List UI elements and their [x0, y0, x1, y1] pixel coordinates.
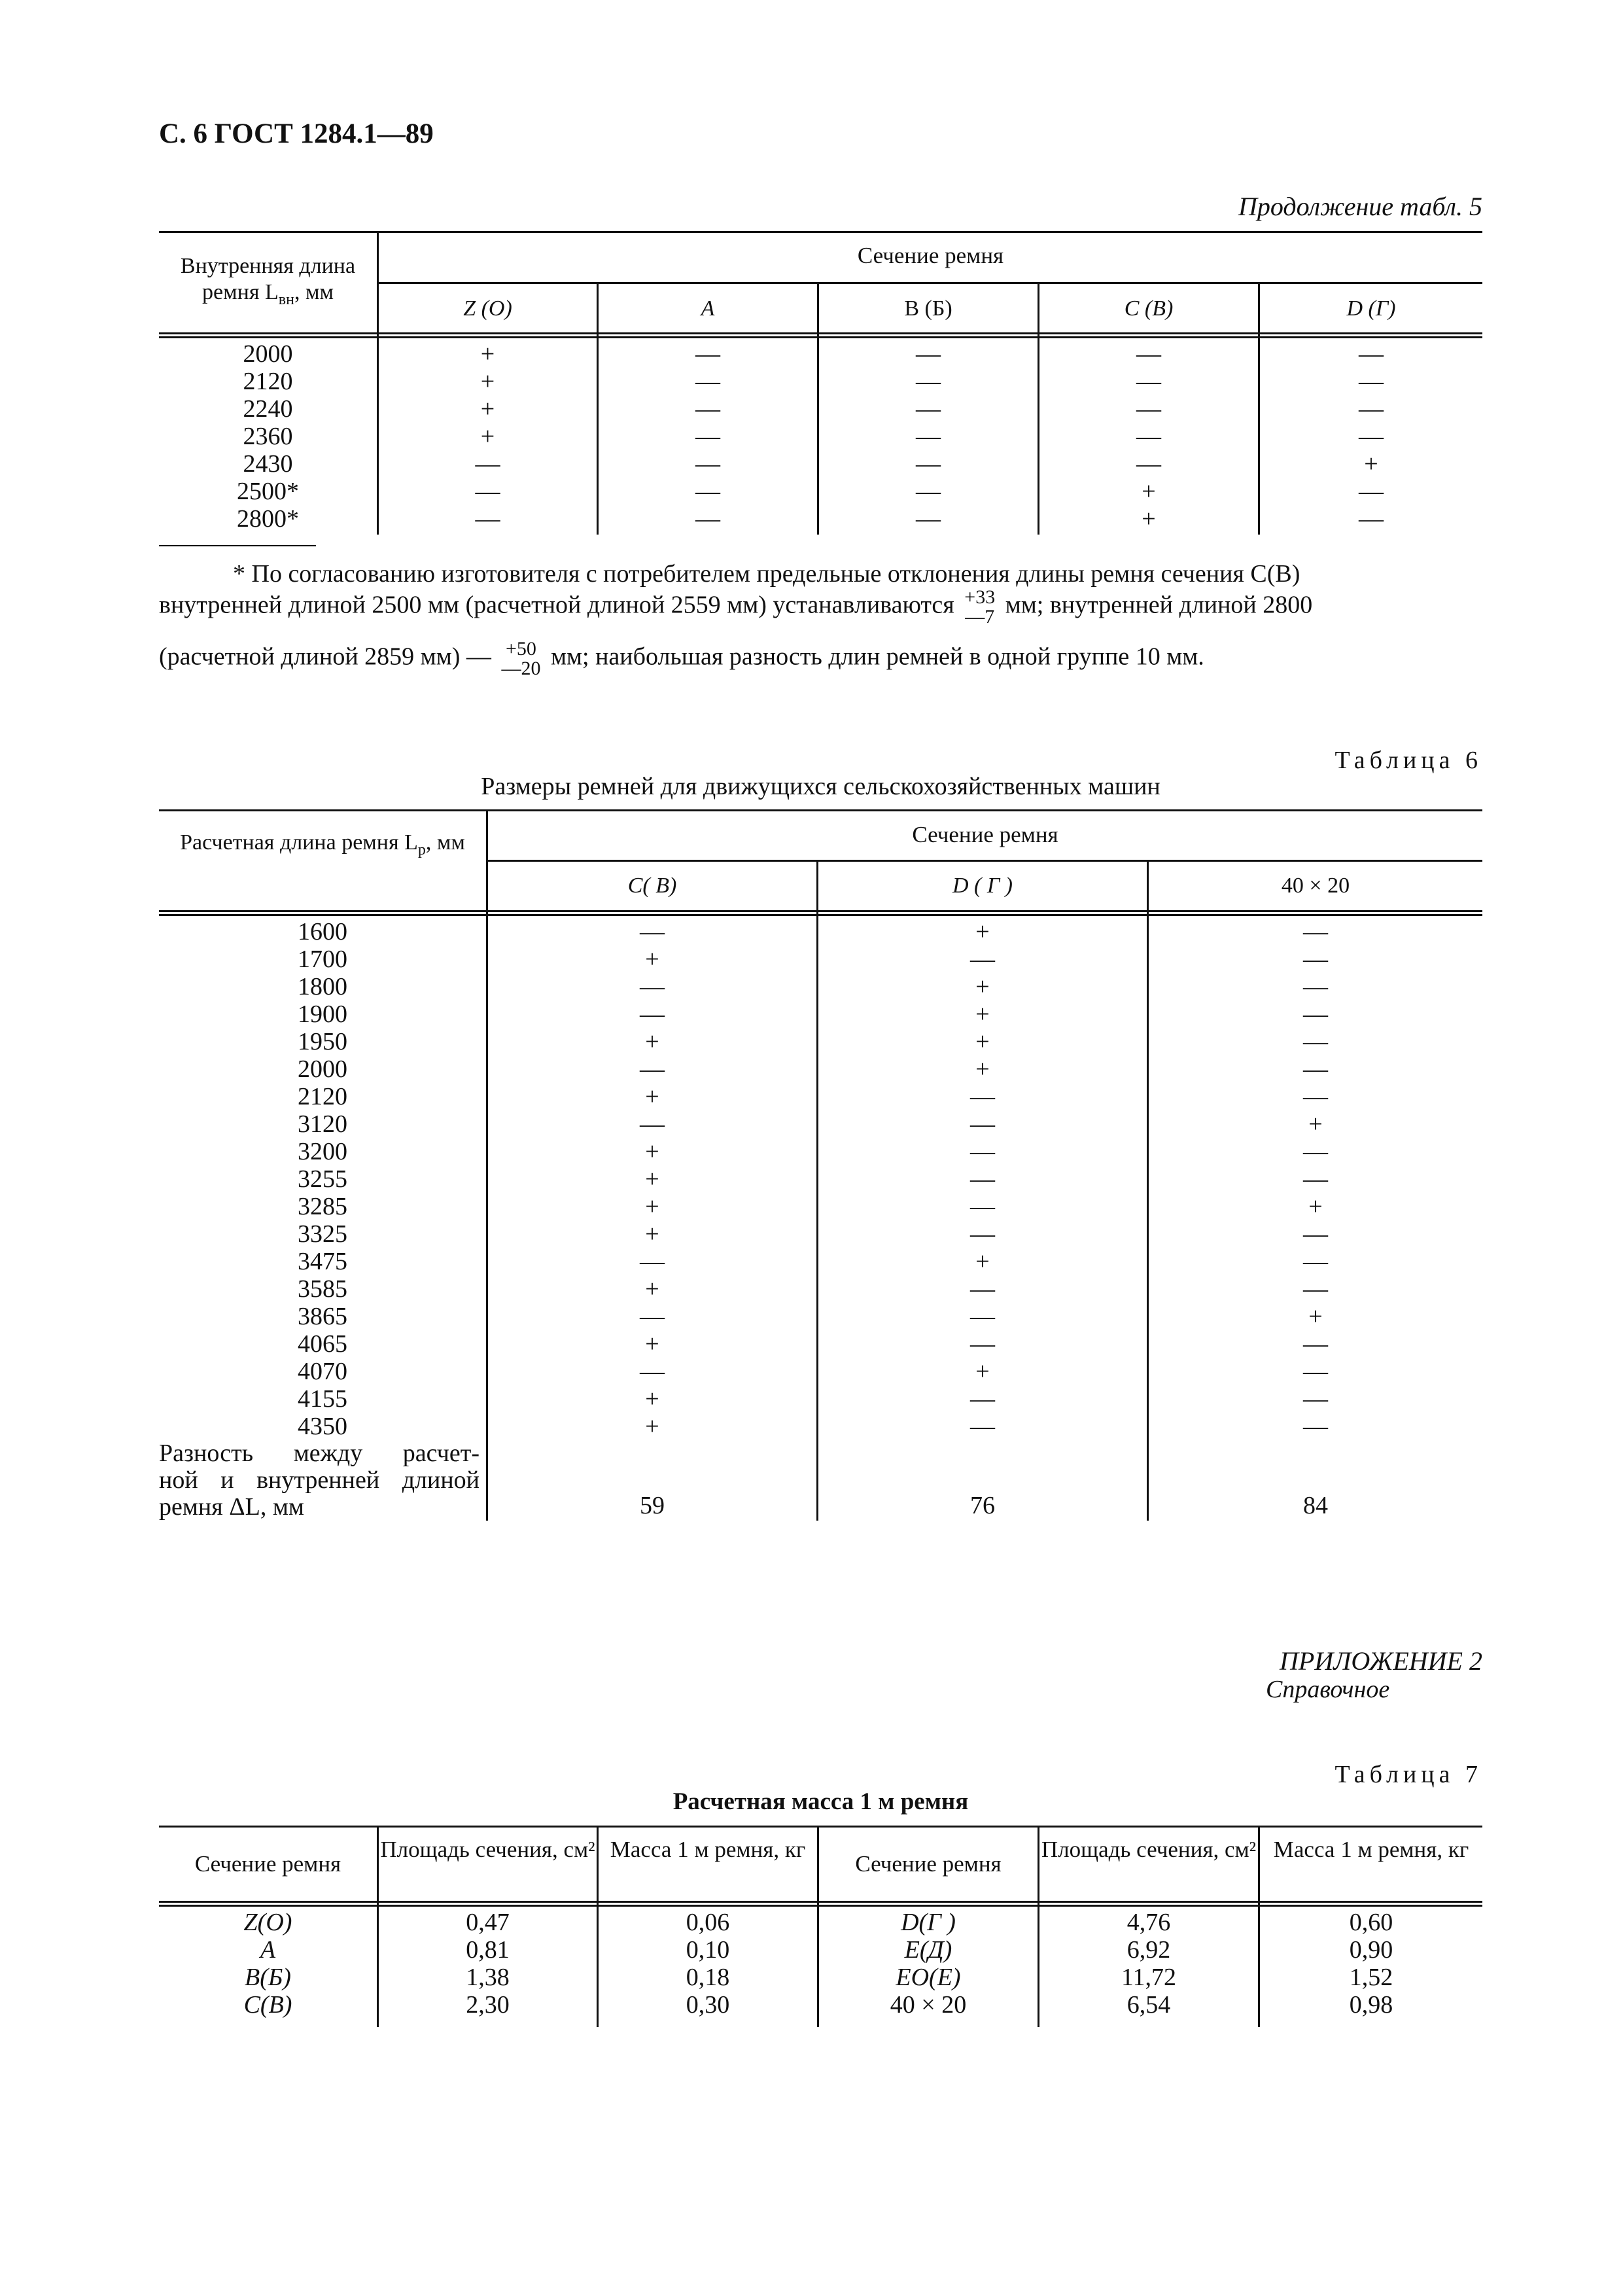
table-cell: 4070 — [298, 1358, 347, 1385]
table-cell: — — [1359, 478, 1384, 505]
table-cell: — — [640, 1055, 665, 1083]
table-cell: + — [480, 368, 495, 395]
table-cell: — — [1136, 423, 1161, 450]
table-cell: 3285 — [298, 1193, 347, 1220]
table-cell: + — [645, 1385, 659, 1413]
table-cell: — — [695, 423, 720, 450]
table-cell: + — [1308, 1193, 1323, 1220]
table-cell: + — [480, 340, 495, 368]
table7-title: Расчетная масса 1 м ремня — [672, 1788, 969, 1815]
table-cell: — — [916, 423, 941, 450]
table6-lengths-column — [159, 918, 486, 1440]
table7-header-area-left: Площадь сечения, см² — [380, 1837, 595, 1862]
table6-col-header-c: C( B) — [627, 874, 677, 898]
table-cell: — — [970, 1193, 995, 1220]
table-cell: 2120 — [243, 368, 293, 395]
table-cell: Z(O) — [243, 1909, 292, 1936]
table6-col-header-d: D ( Г ) — [952, 874, 1013, 898]
table7-col-mass-right — [1260, 1909, 1482, 2019]
table-cell: 1,38 — [466, 1964, 510, 1991]
table-cell: + — [645, 1275, 659, 1303]
table-cell: + — [645, 1138, 659, 1165]
table-cell: — — [1303, 1000, 1328, 1028]
table6-diff-d: 76 — [970, 1492, 995, 1519]
table5-column-a — [599, 340, 817, 533]
table-cell: 0,60 — [1349, 1909, 1393, 1936]
table-cell: — — [475, 450, 500, 478]
table-cell: — — [695, 478, 720, 505]
table-cell: — — [916, 450, 941, 478]
table-cell: + — [975, 1358, 990, 1385]
table-cell: 3120 — [298, 1110, 347, 1138]
page-header: С. 6 ГОСТ 1284.1—89 — [159, 118, 434, 149]
table-cell: 0,90 — [1349, 1936, 1393, 1964]
table5-column-z — [379, 340, 597, 533]
table-cell: — — [1136, 340, 1161, 368]
table-cell: 4065 — [298, 1330, 347, 1358]
table-cell: — — [1303, 1165, 1328, 1193]
table-cell: — — [1303, 918, 1328, 945]
table-cell: 3585 — [298, 1275, 347, 1303]
table6-group-header: Сечение ремня — [912, 822, 1058, 847]
table6-title: Размеры ремней для движущихся сельскохозяйственных машин — [481, 773, 1161, 800]
table-cell: — — [640, 1110, 665, 1138]
table-cell: B(Б) — [245, 1964, 291, 1991]
table-cell: 1900 — [298, 1000, 347, 1028]
table-cell: + — [480, 423, 495, 450]
footnote-rule — [159, 545, 316, 546]
table-cell: + — [645, 1193, 659, 1220]
table-cell: 0,47 — [466, 1909, 510, 1936]
table-cell: + — [1142, 478, 1156, 505]
table-cell: — — [1359, 368, 1384, 395]
table-cell: — — [970, 1385, 995, 1413]
table6-row-header: Расчетная длина ремня $L_р$, мм — [180, 830, 465, 858]
table7-header-section-left: Сечение ремня — [194, 1851, 341, 1877]
table-cell: 40 × 20 — [890, 1991, 967, 2019]
table-cell: — — [1359, 505, 1384, 533]
table5-col-header-z: Z (O) — [463, 296, 512, 321]
table-cell: + — [975, 973, 990, 1000]
appendix-title: ПРИЛОЖЕНИЕ 2 — [1280, 1646, 1482, 1676]
table-cell: 3475 — [298, 1248, 347, 1275]
table-cell: — — [970, 1110, 995, 1138]
table-cell: — — [1303, 1358, 1328, 1385]
table7-col-section-left — [159, 1909, 377, 2019]
table5-col-header-b: B (Б) — [904, 296, 952, 321]
table-cell: 3200 — [298, 1138, 347, 1165]
table-cell: 1800 — [298, 973, 347, 1000]
table-cell: — — [916, 340, 941, 368]
table-cell: — — [1303, 973, 1328, 1000]
table-cell: 0,30 — [686, 1991, 730, 2019]
table-cell: — — [1303, 1138, 1328, 1165]
table-cell: + — [645, 1220, 659, 1248]
table-cell: 4155 — [298, 1385, 347, 1413]
table-cell: — — [1303, 1220, 1328, 1248]
table-cell: 6,92 — [1126, 1936, 1171, 1964]
footnote-line-2: внутренней длиной 2500 мм (расчетной длиной 2559 мм) устанавливаются +33 —7 мм; внутренней длиной 2800 — [159, 586, 1313, 627]
table-cell: — — [1303, 1385, 1328, 1413]
table-cell: 2240 — [243, 395, 293, 423]
table-cell: 2430 — [243, 450, 293, 478]
table-cell: + — [1142, 505, 1156, 533]
table-cell: — — [1303, 1275, 1328, 1303]
table-cell: + — [975, 1248, 990, 1275]
table-cell: + — [645, 1165, 659, 1193]
table-cell: 2500* — [237, 478, 299, 505]
table5-row-header: Внутренняя длина ремня $L_{вн}$, мм — [180, 254, 356, 308]
table-cell: 4,76 — [1126, 1909, 1171, 1936]
table-cell: — — [916, 505, 941, 533]
table-cell: 2000 — [243, 340, 293, 368]
table7-label: Таблица 7 — [1335, 1761, 1482, 1788]
table-cell: 1,52 — [1349, 1964, 1393, 1991]
table6-column-40x20 — [1149, 918, 1482, 1440]
table-cell: 2000 — [298, 1055, 347, 1083]
table7-header-section-right: Сечение ремня — [855, 1851, 1002, 1877]
table-cell: — — [970, 1138, 995, 1165]
table-cell: — — [475, 478, 500, 505]
table7-col-area-left — [379, 1909, 597, 2019]
table-cell: 0,10 — [686, 1936, 730, 1964]
table-cell: + — [645, 1330, 659, 1358]
table-cell: — — [970, 1220, 995, 1248]
table-cell: + — [645, 1028, 659, 1055]
table7-col-mass-left — [599, 1909, 817, 2019]
table6-column-d — [818, 918, 1147, 1440]
appendix-subtitle: Справочное — [1266, 1676, 1390, 1703]
table-cell: — — [970, 1413, 995, 1440]
table-cell: 3325 — [298, 1220, 347, 1248]
footnote-line-1: * По согласованию изготовителя с потребителем предельные отклонения длины ремня сечения C(B) — [233, 560, 1300, 588]
table-cell: + — [645, 1083, 659, 1110]
table-cell: 1600 — [298, 918, 347, 945]
table-cell: — — [970, 1303, 995, 1330]
table-cell: — — [1359, 423, 1384, 450]
table6-diff-c: 59 — [640, 1492, 665, 1519]
table6-col-header-40x20: 40 × 20 — [1281, 874, 1350, 898]
table-cell: — — [1303, 945, 1328, 973]
table-cell: 1950 — [298, 1028, 347, 1055]
table5-continuation-label: Продолжение табл. 5 — [1238, 192, 1482, 221]
table-cell: — — [970, 1330, 995, 1358]
table-cell: 11,72 — [1121, 1964, 1177, 1991]
table-cell: 3865 — [298, 1303, 347, 1330]
table-cell: + — [975, 1028, 990, 1055]
table-cell: 0,98 — [1349, 1991, 1393, 2019]
table-cell: — — [1303, 1413, 1328, 1440]
table-cell: — — [475, 505, 500, 533]
table7-col-section-right — [819, 1909, 1038, 2019]
table-cell: — — [640, 1358, 665, 1385]
table-cell: — — [695, 340, 720, 368]
table5-lengths-column — [159, 340, 377, 533]
table-cell: 3255 — [298, 1165, 347, 1193]
table-cell: C(B) — [243, 1991, 292, 2019]
table5-column-b — [819, 340, 1038, 533]
table-cell: — — [916, 395, 941, 423]
table-cell: — — [1303, 1248, 1328, 1275]
table-cell: 0,18 — [686, 1964, 730, 1991]
table7-header-mass-right: Масса 1 м ремня, кг — [1273, 1837, 1469, 1862]
table-cell: — — [1136, 395, 1161, 423]
table-cell: A — [260, 1936, 276, 1964]
table-cell: — — [640, 973, 665, 1000]
table-cell: — — [695, 368, 720, 395]
table-cell: — — [640, 918, 665, 945]
table6-label: Таблица 6 — [1335, 747, 1482, 774]
table-cell: — — [970, 1275, 995, 1303]
table-cell: + — [480, 395, 495, 423]
table-cell: — — [1136, 368, 1161, 395]
table-cell: E(Д) — [904, 1936, 952, 1964]
table-cell: — — [1303, 1083, 1328, 1110]
table-cell: — — [1303, 1028, 1328, 1055]
footnote-line-3: (расчетной длиной 2859 мм) — +50 —20 мм; наибольшая разность длин ремней в одной группе 10 мм. — [159, 638, 1204, 679]
table-cell: 4350 — [298, 1413, 347, 1440]
table-cell: — — [916, 478, 941, 505]
table-cell: 2800* — [237, 505, 299, 533]
table-cell: — — [640, 1248, 665, 1275]
table-cell: — — [1303, 1055, 1328, 1083]
table7-header-mass-left: Масса 1 м ремня, кг — [610, 1837, 806, 1862]
table6-diff-label: Разность между расчет- ной и внутренней длиной ремня ΔL, мм — [159, 1439, 480, 1521]
table-cell: D(Г ) — [901, 1909, 956, 1936]
table-cell: 1700 — [298, 945, 347, 973]
table-cell: — — [970, 945, 995, 973]
table-cell: — — [695, 450, 720, 478]
table-cell: + — [1364, 450, 1378, 478]
table-cell: — — [695, 505, 720, 533]
table5-group-header: Сечение ремня — [857, 243, 1004, 268]
table6-column-c — [488, 918, 816, 1440]
table5-col-header-a: A — [701, 296, 715, 321]
table7-header-area-right: Площадь сечения, см² — [1041, 1837, 1257, 1862]
table-cell: + — [975, 1000, 990, 1028]
table-cell: — — [1359, 395, 1384, 423]
table-cell: + — [645, 1413, 659, 1440]
table-cell: + — [975, 918, 990, 945]
table-cell: + — [1308, 1303, 1323, 1330]
table-cell: 2,30 — [466, 1991, 510, 2019]
table-cell: — — [970, 1165, 995, 1193]
table-cell: 0,06 — [686, 1909, 730, 1936]
table-cell: — — [916, 368, 941, 395]
table5-column-d — [1260, 340, 1482, 533]
table-cell: 0,81 — [466, 1936, 510, 1964]
table-cell: + — [975, 1055, 990, 1083]
table-cell: + — [1308, 1110, 1323, 1138]
table-cell: — — [1136, 450, 1161, 478]
table-cell: — — [970, 1083, 995, 1110]
table-cell: — — [1359, 340, 1384, 368]
table-cell: + — [645, 945, 659, 973]
table-cell: 2120 — [298, 1083, 347, 1110]
table5-column-c — [1039, 340, 1258, 533]
table-cell: — — [695, 395, 720, 423]
table-cell: 6,54 — [1126, 1991, 1171, 2019]
table-cell: EO(E) — [896, 1964, 961, 1991]
table7-col-area-right — [1039, 1909, 1258, 2019]
table-cell: — — [640, 1303, 665, 1330]
table5-col-header-d: D (Г) — [1346, 296, 1396, 321]
table6-diff-40x20: 84 — [1303, 1492, 1328, 1519]
table-cell: — — [640, 1000, 665, 1028]
table5-col-header-c: C (B) — [1124, 296, 1174, 321]
table-cell: — — [1303, 1330, 1328, 1358]
table-cell: 2360 — [243, 423, 293, 450]
